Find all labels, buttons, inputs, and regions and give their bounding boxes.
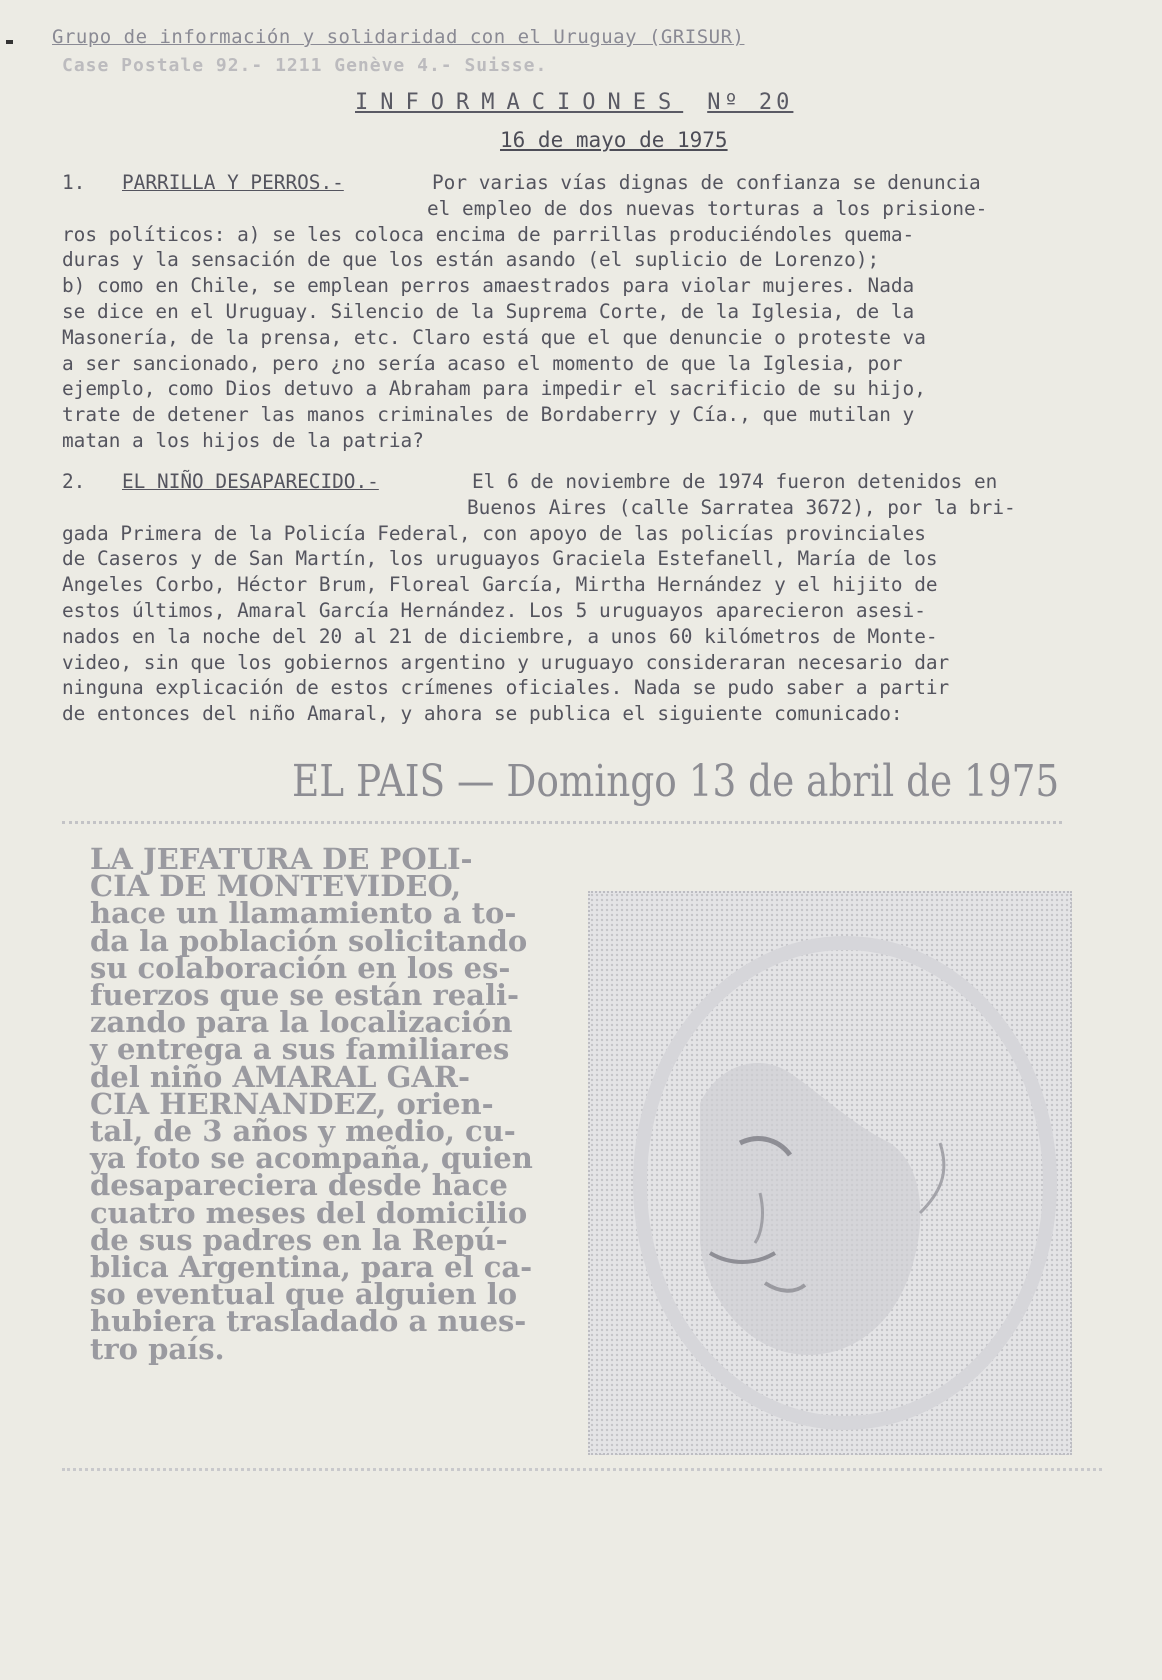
bulletin-title-text: INFORMACIONES	[355, 90, 684, 115]
item-1-lead	[62, 170, 1142, 196]
clipping-line: CIA DE MONTEVIDEO,	[90, 869, 462, 904]
item-2-line: video, sin que los gobiernos argentino y uruguayo consideraran necesario dar	[62, 650, 950, 674]
address-line: Case Postale 92.- 1211 Genève 4.- Suisse.	[62, 55, 548, 76]
item-2	[62, 469, 1142, 727]
newspaper-clipping	[62, 756, 1082, 1476]
clipping-line: zando para la localización	[90, 1005, 513, 1040]
clipping-line: hace un llamamiento a to-	[90, 896, 517, 931]
item-2-lead-text: El 6 de noviembre de 1974 fueron detenidos en	[472, 470, 998, 493]
item-1-line: se dice en el Uruguay. Silencio de la Suprema Corte, de la Iglesia, de la	[62, 299, 915, 323]
item-1-heading: PARRILLA Y PERROS.-	[122, 171, 344, 194]
item-1-line: Masonería, de la prensa, etc. Claro está que el que denuncie o proteste va	[62, 325, 926, 349]
clipping-line: y entrega a sus familiares	[90, 1032, 510, 1067]
clipping-text	[90, 842, 610, 1366]
child-portrait-icon	[590, 893, 1070, 1453]
clipping-line: so eventual que alguien lo	[90, 1277, 518, 1312]
clipping-line: desapareciera desde hace	[90, 1168, 508, 1203]
item-2-heading: EL NIÑO DESAPARECIDO.-	[122, 470, 379, 493]
item-2-line: nados en la noche del 20 al 21 de diciembre, a unos 60 kilómetros de Monte-	[62, 624, 938, 648]
clipping-bottom-rule	[62, 1468, 1102, 1471]
item-2-line: de entonces del niño Amaral, y ahora se publica el siguiente comunicado:	[62, 702, 903, 726]
clipping-line: blica Argentina, para el ca-	[90, 1250, 533, 1285]
clipping-line: ya foto se acompaña, quien	[90, 1141, 533, 1176]
item-1-line: el empleo de dos nuevas torturas a los prisione-	[427, 196, 988, 220]
clipping-line: CIA HERNANDEZ, orien-	[90, 1086, 494, 1121]
item-2-line: gada Primera de la Policía Federal, con apoyo de las policías provinciales	[62, 521, 926, 545]
bulletin-date: 16 de mayo de 1975	[500, 128, 728, 152]
organization-line: Grupo de información y solidaridad con el Uruguay (GRISUR)	[52, 26, 745, 48]
item-1-line: duras y la sensación de que los están asando (el suplicio de Lorenzo);	[62, 248, 880, 272]
clipping-line: del niño AMARAL GAR-	[90, 1059, 471, 1094]
item-2-line: estos últimos, Amaral García Hernández. Los 5 uruguayos aparecieron asesi-	[62, 598, 926, 622]
clipping-line: tal, de 3 años y medio, cu-	[90, 1114, 516, 1149]
item-2-lead	[62, 469, 1142, 495]
item-1-line: trate de detener las manos criminales de Bordaberry y Cía., que mutilan y	[62, 403, 915, 427]
item-1-line: b) como en Chile, se emplean perros amaestrados para violar mujeres. Nada	[62, 274, 915, 298]
item-1-line: ros políticos: a) se les coloca encima de parrillas produciéndoles quema-	[62, 222, 915, 246]
clipping-line: cuatro meses del domicilio	[90, 1195, 528, 1230]
bulletin-number: Nº 20	[707, 90, 794, 115]
clipping-line: fuerzos que se están reali-	[90, 978, 520, 1013]
item-2-line: de Caseros y de San Martín, los uruguayos Graciela Estefanell, María de los	[62, 547, 938, 571]
item-1-number: 1.	[62, 171, 86, 194]
clipping-line: da la población solicitando	[90, 923, 528, 958]
item-2-line: Angeles Corbo, Héctor Brum, Floreal García, Mirtha Hernández y el hijito de	[62, 573, 938, 597]
item-1	[62, 170, 1142, 454]
item-1-line: matan a los hijos de la patria?	[62, 428, 424, 452]
clipping-line: hubiera trasladado a nues-	[90, 1304, 527, 1339]
bulletin-title	[355, 90, 793, 115]
item-2-line: Buenos Aires (calle Sarratea 3672), por la bri-	[467, 495, 1016, 519]
item-2-line: ninguna explicación de estos crímenes oficiales. Nada se pudo saber a partir	[62, 676, 950, 700]
clipping-line: de sus padres en la Repú-	[90, 1222, 508, 1257]
item-2-number: 2.	[62, 470, 86, 493]
clipping-line: tro país.	[90, 1331, 225, 1366]
child-portrait-photo	[588, 891, 1072, 1455]
clipping-divider	[62, 821, 1062, 824]
item-1-lead-text: Por varias vías dignas de confianza se denuncia	[432, 171, 981, 194]
item-1-line: ejemplo, como Dios detuvo a Abraham para impedir el sacrificio de su hijo,	[62, 377, 926, 401]
clipping-line: su colaboración en los es-	[90, 950, 511, 985]
margin-mark	[6, 40, 13, 44]
item-1-line: a ser sancionado, pero ¿no sería acaso el momento de que la Iglesia, por	[62, 351, 903, 375]
clipping-line: LA JEFATURA DE POLI-	[90, 842, 473, 876]
clipping-headline: EL PAIS — Domingo 13 de abril de 1975	[292, 756, 1060, 807]
